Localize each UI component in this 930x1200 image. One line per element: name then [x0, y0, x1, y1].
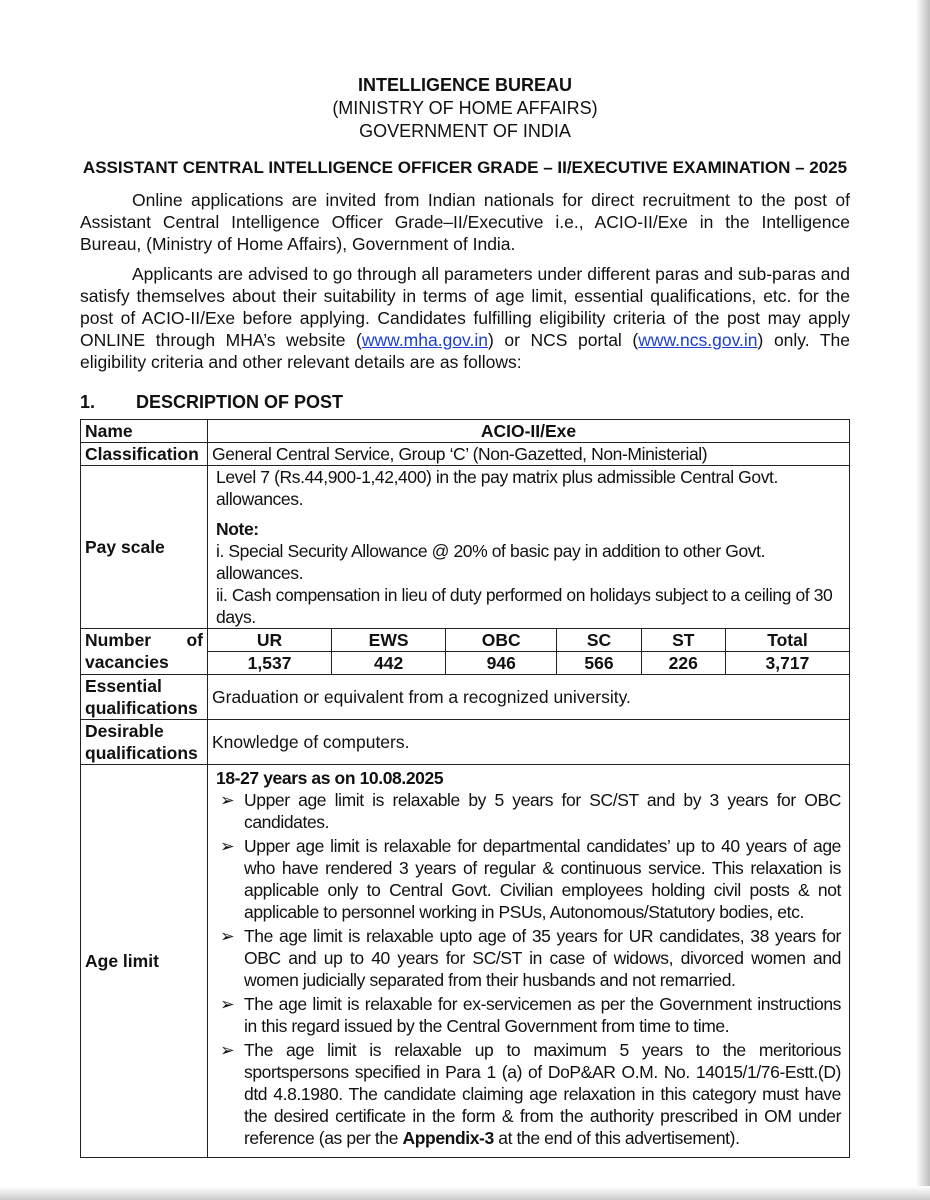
vac-value: 566: [557, 652, 641, 675]
vac-header: UR: [208, 629, 332, 652]
vac-value: 442: [332, 652, 446, 675]
vac-header: Total: [725, 629, 849, 652]
essential-label-line-1: Essential: [85, 676, 162, 696]
desirable-label: [81, 720, 208, 765]
section-heading: [80, 391, 850, 413]
age-point-text-b: at the end of this advertisement).: [493, 1128, 740, 1148]
age-point-text: The age limit is relaxable upto age of 35 years for UR candidates, 38 years for OBC and up to 40 years for SC/ST in case of widows, divorced women and women judicially separated from their husbands and not remarried.: [244, 926, 841, 990]
note-label: Note:: [216, 519, 259, 539]
vacancies-cell: [208, 629, 850, 675]
intro-paragraph-2: [80, 263, 850, 373]
ncs-portal-link[interactable]: www.ncs.gov.in: [638, 330, 758, 350]
age-point-text-a: The age limit is relaxable up to maximum 5 years to the meritorious sportspersons specified in Para 1 (a) of DoP&AR O.M. No. 14015/1/76-Estt.(D) dtd 4.8.1980. The candidate claiming age relaxation in this category must have the desired certificate in the form & from the authority prescribed in OM under reference (as per the: [244, 1040, 841, 1148]
age-limit-label: Age limit: [81, 765, 208, 1158]
vacancies-label: [81, 629, 208, 675]
vacancies-value-row: [208, 652, 849, 675]
age-point-text: The age limit is relaxable for ex-servicemen as per the Government instructions in this regard issued by the Central Government from time to time.: [244, 994, 841, 1036]
vacancies-table: [208, 629, 849, 674]
name-value: ACIO-II/Exe: [208, 420, 850, 443]
age-relaxation-list: [216, 789, 841, 1149]
arrow-bullet-icon: ➢: [220, 790, 235, 810]
classification-label: Classification: [81, 443, 208, 466]
list-item: [220, 789, 841, 833]
vacancies-header-row: [208, 629, 849, 652]
desirable-label-line-2: qualifications: [85, 743, 198, 763]
essential-label-line-2: qualifications: [85, 698, 198, 718]
page-bottom-shadow: [0, 1186, 930, 1200]
org-title: INTELLIGENCE BUREAU: [357, 75, 572, 95]
list-item: [220, 925, 841, 991]
vacancies-label-line: [85, 629, 203, 651]
list-item: [220, 1039, 841, 1149]
mha-website-link[interactable]: www.mha.gov.in: [361, 330, 488, 350]
vac-header: SC: [557, 629, 641, 652]
appendix-reference: Appendix-3: [402, 1128, 494, 1148]
vacancies-label-word-3: vacancies: [85, 652, 169, 672]
desirable-value: Knowledge of computers.: [208, 720, 850, 765]
age-point-text: Upper age limit is relaxable by 5 years for SC/ST and by 3 years for OBC candidates.: [244, 790, 841, 832]
page-edge-shadow: [916, 0, 930, 1200]
desirable-label-line-1: Desirable: [85, 721, 164, 741]
age-point-text: Upper age limit is relaxable for departmental candidates’ up to 40 years of age who have rendered 3 years of regular & continuous service. This relaxation is applicable only to Central Govt. Civilian employees holding civil posts & not applicable to personnel working in PSUs, Autonomous/Statutory bodies, etc.: [244, 836, 841, 922]
arrow-bullet-icon: ➢: [220, 994, 235, 1014]
list-item: [220, 835, 841, 923]
post-description-table: [80, 419, 850, 1158]
para2-text-c: ) only. The eligibility criteria and other relevant details are as follows:: [80, 330, 851, 372]
classification-value: General Central Service, Group ‘C’ (Non-Gazetted, Non-Ministerial): [208, 443, 850, 466]
section-title: DESCRIPTION OF POST: [136, 392, 344, 412]
para2-text-a: Applicants are advised to go through all parameters under different paras and sub-paras and satisfy themselves about their suitability in terms of age limit, essential qualifications, etc. for the post of ACIO-II/Exe before applying. Candidates fulfilling eligibility criteria of the post may apply ONLINE through MHA’s website (: [80, 264, 850, 350]
list-item: [220, 993, 841, 1037]
pay-scale-value: Level 7 (Rs.44,900-1,42,400) in the pay matrix plus admissible Central Govt. allowances.: [216, 467, 778, 509]
arrow-bullet-icon: ➢: [220, 926, 235, 946]
note-item-1: i. Special Security Allowance @ 20% of basic pay in addition to other Govt. allowances.: [216, 541, 766, 583]
ministry-title: (MINISTRY OF HOME AFFAIRS): [332, 98, 598, 118]
vacancies-label-word-2: of: [186, 630, 203, 650]
document: [80, 74, 850, 1158]
vac-value: 946: [446, 652, 557, 675]
row-essential-qualifications: [81, 675, 850, 720]
row-name: [81, 420, 850, 443]
vacancies-label-word-1: Number: [85, 630, 152, 650]
row-age-limit: [81, 765, 850, 1158]
pay-scale-label: Pay scale: [81, 466, 208, 629]
vac-header: ST: [641, 629, 725, 652]
intro-paragraph-1: Online applications are invited from Indian nationals for direct recruitment to the post of Assistant Central Intelligence Officer Grade–II/Executive i.e., ACIO-II/Exe in the Intelligence Bureau, (Ministry of Home Affairs), Government of India.: [80, 190, 850, 254]
row-desirable-qualifications: [81, 720, 850, 765]
vac-value: 1,537: [247, 653, 292, 673]
govt-title: GOVERNMENT OF INDIA: [359, 121, 571, 141]
name-label: Name: [81, 420, 208, 443]
vac-value: 226: [641, 652, 725, 675]
vac-value: 3,717: [725, 652, 849, 675]
vac-header: OBC: [446, 629, 557, 652]
essential-value: Graduation or equivalent from a recognized university.: [208, 675, 850, 720]
row-classification: [81, 443, 850, 466]
age-limit-heading: 18-27 years as on 10.08.2025: [216, 768, 444, 788]
row-pay-scale: [81, 466, 850, 629]
note-item-2: ii. Cash compensation in lieu of duty performed on holidays subject to a ceiling of 30 days.: [216, 585, 833, 627]
section-number: 1.: [80, 392, 96, 412]
row-vacancies: [81, 629, 850, 675]
pay-scale-cell: [208, 466, 850, 629]
age-limit-cell: [208, 765, 850, 1158]
vac-header: EWS: [332, 629, 446, 652]
exam-title: ASSISTANT CENTRAL INTELLIGENCE OFFICER GRADE – II/EXECUTIVE EXAMINATION – 2025: [82, 158, 848, 177]
arrow-bullet-icon: ➢: [220, 1040, 235, 1060]
para2-text-b: ) or NCS portal (: [488, 330, 639, 350]
arrow-bullet-icon: ➢: [220, 836, 235, 856]
essential-label: [81, 675, 208, 720]
